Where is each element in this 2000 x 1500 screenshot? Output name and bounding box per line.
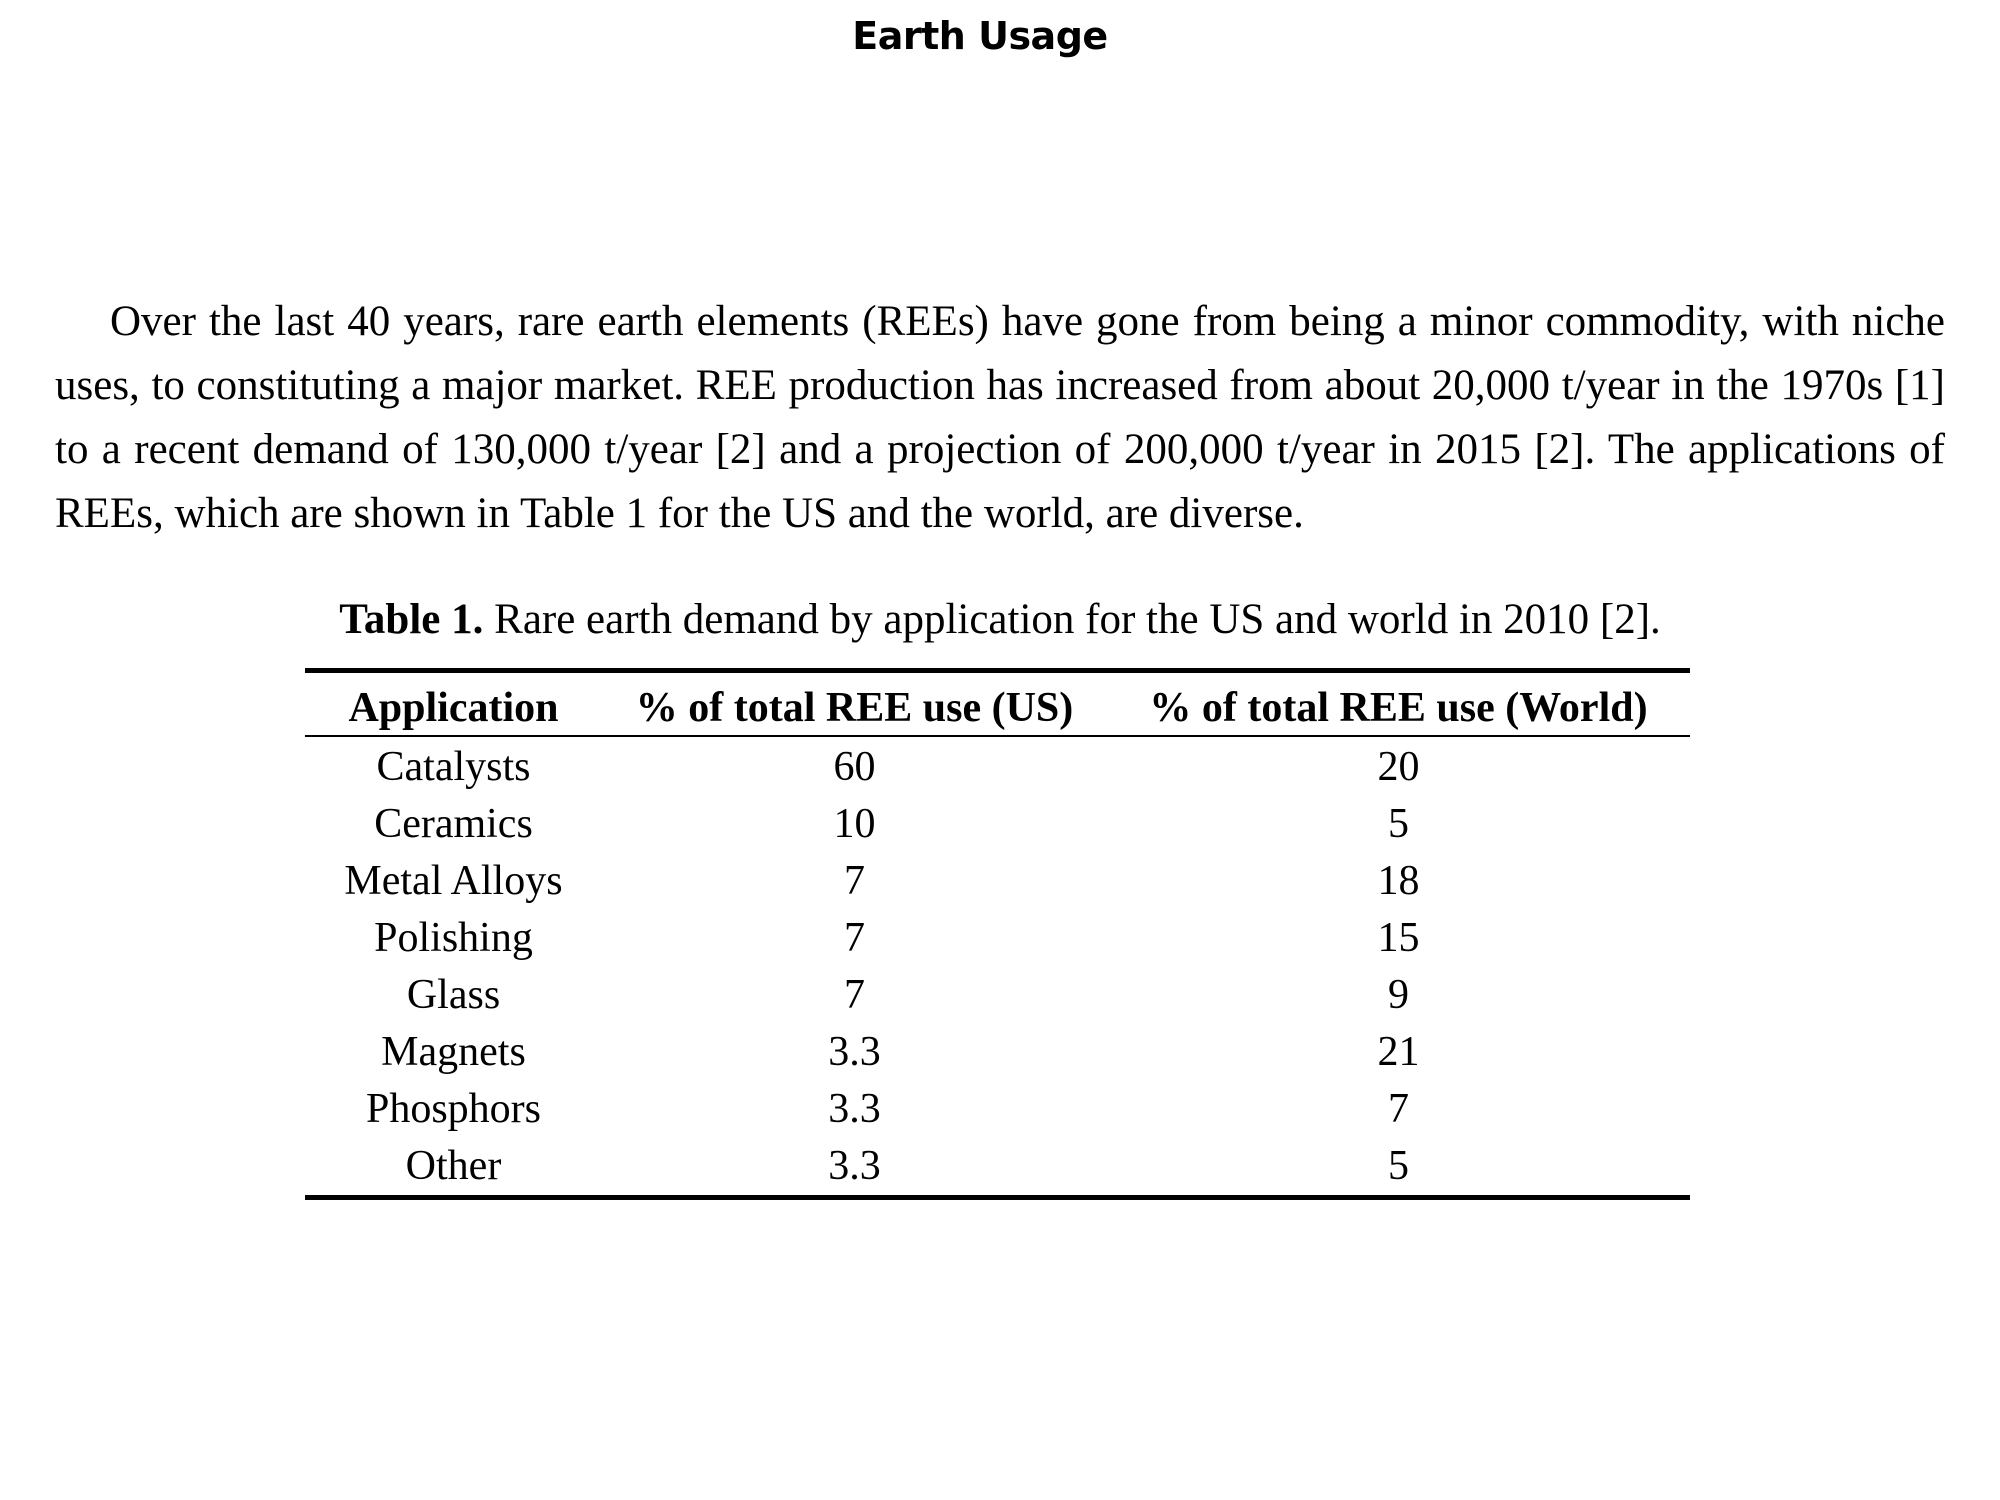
table-row bbox=[305, 1024, 1690, 1081]
page-title: Earth Usage bbox=[852, 14, 1108, 58]
cell-us-share: 60 bbox=[833, 744, 876, 790]
header-application: Application bbox=[305, 671, 602, 737]
header-us-share: % of total REE use (US) bbox=[602, 671, 1107, 737]
cell-us-share: 3.3 bbox=[828, 1143, 881, 1189]
table-row bbox=[305, 1081, 1690, 1138]
cell-us-share: 3.3 bbox=[828, 1029, 881, 1075]
cell-world-share: 5 bbox=[1388, 801, 1409, 847]
cell-application: Other bbox=[405, 1143, 502, 1189]
table-caption-text: Rare earth demand by application for the US and world in 2010 [2]. bbox=[494, 596, 1661, 643]
cell-world-share: 18 bbox=[1377, 858, 1420, 904]
table-caption-label: Table 1. bbox=[339, 596, 484, 643]
table-row bbox=[305, 736, 1690, 796]
cell-us-share: 3.3 bbox=[828, 1086, 881, 1132]
table-header-row bbox=[305, 671, 1690, 737]
header-world-share: % of total REE use (World) bbox=[1107, 671, 1690, 737]
cell-application: Glass bbox=[406, 972, 501, 1018]
cell-us-share: 7 bbox=[844, 858, 865, 904]
cell-application: Catalysts bbox=[376, 744, 531, 790]
cell-world-share: 7 bbox=[1388, 1086, 1409, 1132]
cell-world-share: 15 bbox=[1377, 915, 1420, 961]
table-caption bbox=[0, 590, 2000, 650]
cell-world-share: 21 bbox=[1377, 1029, 1420, 1075]
table-row bbox=[305, 853, 1690, 910]
cell-application: Ceramics bbox=[374, 801, 533, 847]
cell-world-share: 9 bbox=[1388, 972, 1409, 1018]
ree-demand-table bbox=[305, 668, 1690, 1200]
cell-application: Phosphors bbox=[365, 1086, 542, 1132]
cell-world-share: 20 bbox=[1377, 744, 1420, 790]
cell-application: Magnets bbox=[381, 1029, 526, 1075]
cell-world-share: 5 bbox=[1388, 1143, 1409, 1189]
cell-us-share: 7 bbox=[844, 915, 865, 961]
cell-us-share: 10 bbox=[833, 801, 876, 847]
cell-application: Polishing bbox=[374, 915, 533, 961]
table-row bbox=[305, 1138, 1690, 1198]
table-row bbox=[305, 910, 1690, 967]
cell-application: Metal Alloys bbox=[344, 858, 563, 904]
table-row bbox=[305, 796, 1690, 853]
table-row bbox=[305, 967, 1690, 1024]
cell-us-share: 7 bbox=[844, 972, 865, 1018]
body-paragraph: Over the last 40 years, rare earth elements (REEs) have gone from being a minor commodity, with niche uses, to constituting a major market. REE production has increased from about 20,000 t/year in the 1970s [1] to a recent demand of 130,000 t/year [2] and a projection of 200,000 t/year in 2015 [2]. The applications of REEs, which are shown in Table 1 for the US and the world, are diverse. bbox=[55, 298, 1945, 537]
